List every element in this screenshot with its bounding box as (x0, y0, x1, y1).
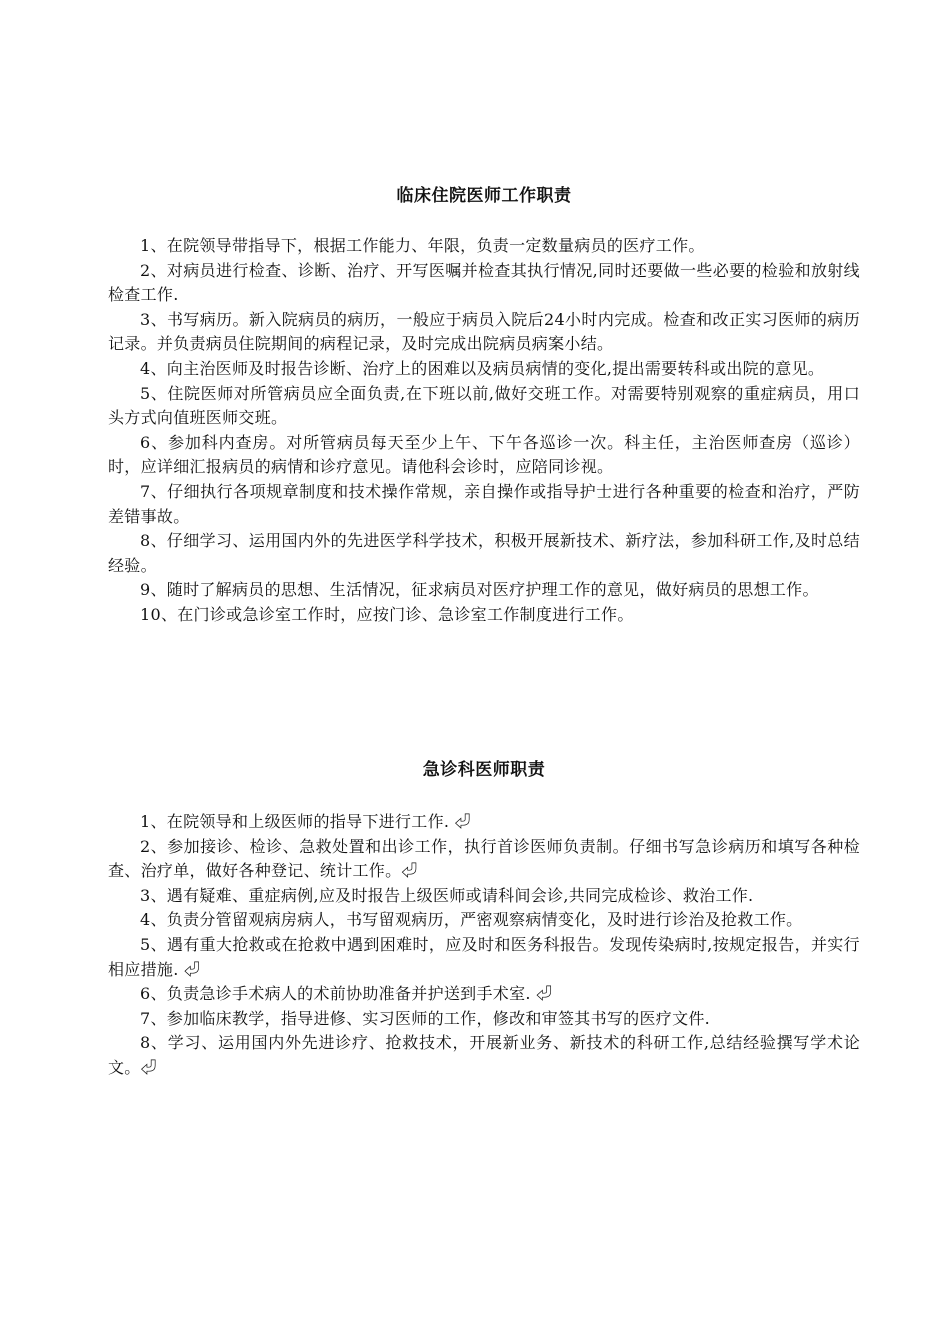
duty-item: 2、对病员进行检查、诊断、治疗、开写医嘱并检查其执行情况,同时还要做一些必要的检验和放射线检查工作. (108, 260, 860, 305)
duty-item: 7、参加临床教学，指导进修、实习医师的工作，修改和审签其书写的医疗文件. (140, 1008, 711, 1028)
duty-item: 4、向主治医师及时报告诊断、治疗上的困难以及病员病情的变化,提出需要转科或出院的意见。 (140, 358, 825, 378)
duty-item: 1、在院领导带指导下，根据工作能力、年限，负责一定数量病员的医疗工作。 (140, 236, 705, 255)
duty-item: 5、住院医师对所管病员应全面负责,在下班以前,做好交班工作。对需要特别观察的重症病员，用口头方式向值班医师交班。 (108, 383, 860, 428)
duty-item: 4、负责分管留观病房病人，书写留观病历，严密观察病情变化，及时进行诊治及抢救工作。 (140, 910, 803, 930)
duty-list (108, 234, 860, 628)
duty-item: 5、遇有重大抢救或在抢救中遇到困难时，应及时和医务科报告。发现传染病时,按规定报告，并实行相应措施. ⏎ (108, 934, 860, 979)
duty-item: 7、仔细执行各项规章制度和技术操作常规，亲自操作或指导护士进行各种重要的检查和治疗，严防差错事故。 (108, 481, 860, 526)
duty-item: 8、学习、运用国内外先进诊疗、抢救技术，开展新业务、新技术的科研工作,总结经验撰写学术论文。⏎ (108, 1033, 860, 1077)
duty-item: 6、负责急诊手术病人的术前协助准备并护送到手术室. ⏎ (140, 984, 553, 1004)
duty-item: 8、仔细学习、运用国内外的先进医学科学技术，积极开展新技术、新疗法，参加科研工作,及时总结经验。 (108, 531, 860, 575)
section-resident-physician-duties (108, 180, 860, 628)
duty-item: 3、书写病历。新入院病员的病历，一般应于病员入院后24小时内完成。检查和改正实习医师的病历记录。并负责病员住院期间的病程记录，及时完成出院病员病案小结。 (108, 309, 860, 354)
section-title: 临床住院医师工作职责 (396, 186, 572, 206)
section-emergency-physician-duties (108, 754, 860, 1081)
duty-item: 6、参加科内查房。对所管病员每天至少上午、下午各巡诊一次。科主任，主治医师查房（巡诊）时，应详细汇报病员的病情和诊疗意见。请他科会诊时，应陪同诊视。 (108, 432, 860, 477)
duty-item: 9、随时了解病员的思想、生活情况，征求病员对医疗护理工作的意见，做好病员的思想工作。 (140, 580, 819, 600)
duty-list (108, 810, 860, 1081)
duty-item: 2、参加接诊、检诊、急救处置和出诊工作，执行首诊医师负责制。仔细书写急诊病历和填写各种检查、治疗单，做好各种登记、统计工作。⏎ (108, 836, 860, 881)
duty-item: 10、在门诊或急诊室工作时，应按门诊、急诊室工作制度进行工作。 (140, 604, 634, 624)
duty-item: 3、遇有疑难、重症病例,应及时报告上级医师或请科间会诊,共同完成检诊、救治工作. (140, 885, 754, 905)
duty-item: 1、在院领导和上级医师的指导下进行工作. ⏎ (140, 812, 471, 831)
section-title: 急诊科医师职责 (422, 760, 546, 780)
